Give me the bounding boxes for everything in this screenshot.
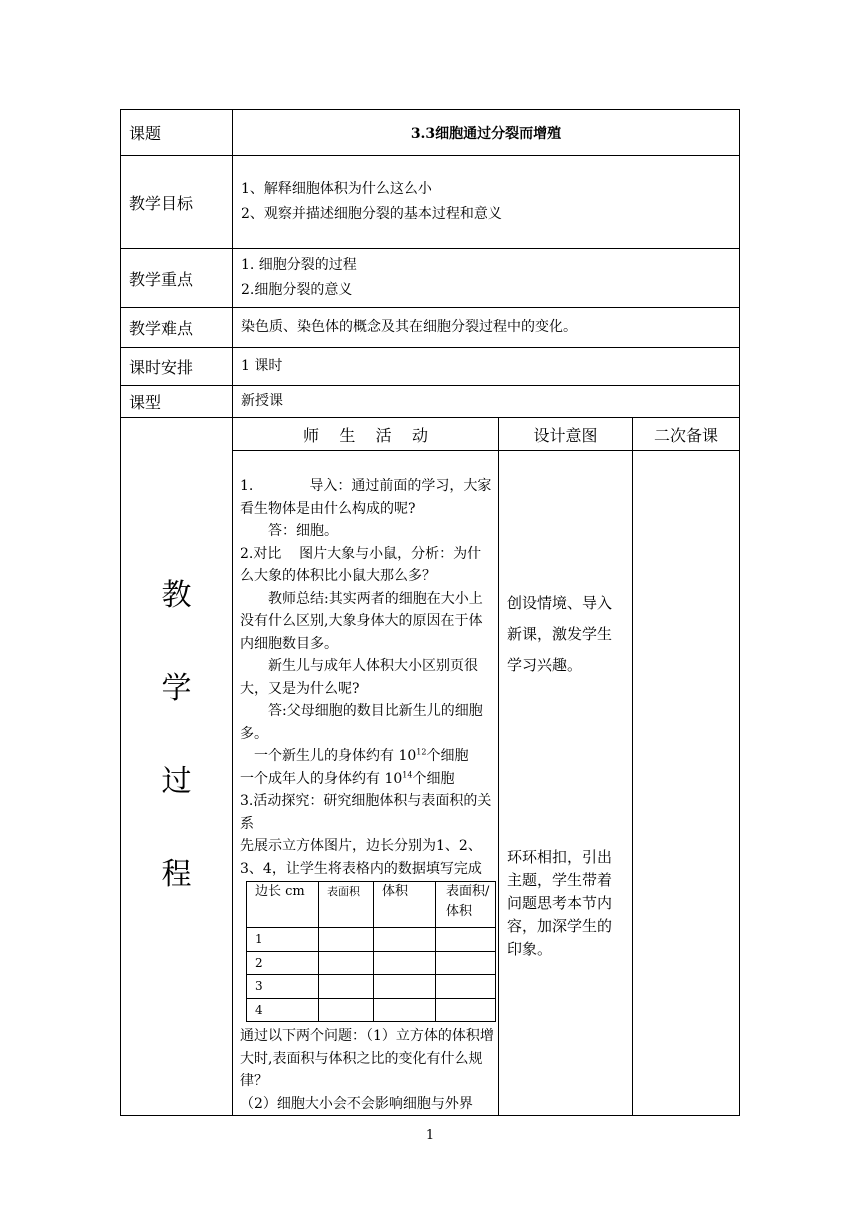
lesson-plan-table bbox=[120, 109, 740, 1116]
table-row bbox=[247, 928, 496, 952]
table-cell[interactable] bbox=[319, 975, 374, 999]
table-cell[interactable] bbox=[374, 998, 436, 1022]
col-design-header: 设计意图 bbox=[499, 418, 633, 451]
side-char: 学 bbox=[161, 670, 192, 706]
table-row bbox=[247, 951, 496, 975]
col-activity-header: 师 生 活 动 bbox=[233, 418, 499, 451]
text: 一个成年人的身体约有 10 bbox=[240, 770, 403, 787]
row-title bbox=[121, 110, 740, 156]
page-number: 1 bbox=[425, 1128, 435, 1143]
paragraph: 新生儿与成年人体积大小区别页很大，又是为什么呢? bbox=[240, 658, 478, 697]
design-intent-1: 创设情境、导入新课，激发学生学习兴趣。 bbox=[507, 594, 613, 674]
row-type bbox=[121, 386, 740, 418]
objective-item: 2、观察并描述细胞分裂的基本过程和意义 bbox=[241, 206, 502, 222]
paragraph: 通过以下两个问题：（1）立方体的体积增大时,表面积与体积之比的变化有什么规律？ bbox=[240, 1028, 494, 1089]
keypoint-item: 1. 细胞分裂的过程 bbox=[241, 257, 357, 273]
activity-content bbox=[233, 451, 499, 1116]
table-cell[interactable] bbox=[374, 951, 436, 975]
paragraph: 3.活动探究：研究细胞体积与表面积的关系 bbox=[240, 793, 492, 832]
table-cell: 1 bbox=[247, 928, 319, 952]
design-intent-2: 环环相扣，引出主题，学生带着问题思考本节内容，加深学生的印象。 bbox=[507, 848, 613, 958]
difficulty-label: 教学难点 bbox=[121, 308, 233, 348]
paragraph: 答：细胞。 bbox=[268, 523, 338, 539]
table-cell[interactable] bbox=[319, 998, 374, 1022]
row-keypoints bbox=[121, 249, 740, 308]
paragraph: （2）细胞大小会不会影响细胞与外界 bbox=[240, 1095, 473, 1112]
paragraph bbox=[240, 475, 494, 520]
table-header-row bbox=[247, 882, 496, 928]
exponent: 14 bbox=[402, 769, 413, 779]
objectives-label: 教学目标 bbox=[121, 156, 233, 249]
table-cell[interactable] bbox=[374, 928, 436, 952]
keypoint-item: 2.细胞分裂的意义 bbox=[241, 282, 353, 298]
row-objectives bbox=[121, 156, 740, 249]
side-char: 教 bbox=[161, 577, 192, 613]
table-row bbox=[247, 998, 496, 1022]
text: 个细胞 bbox=[426, 748, 469, 764]
table-header: 边长 cm bbox=[247, 882, 319, 928]
row-process-header bbox=[121, 418, 740, 451]
difficulty-content: 染色质、染色体的概念及其在细胞分裂过程中的变化。 bbox=[233, 308, 740, 348]
cube-data-table bbox=[246, 881, 496, 1022]
table-cell[interactable] bbox=[319, 951, 374, 975]
table-cell[interactable] bbox=[436, 928, 496, 952]
type-label: 课型 bbox=[121, 386, 233, 418]
table-header: 体积 bbox=[374, 882, 436, 928]
objectives-content bbox=[233, 156, 740, 249]
table-cell: 4 bbox=[247, 998, 319, 1022]
side-char: 过 bbox=[161, 763, 192, 799]
activity-text: 导入：通过前面的学习，大家看生物体是由什么构成的呢? bbox=[240, 478, 492, 517]
text: 一个新生儿的身体约有 10 bbox=[254, 748, 417, 764]
row-hours bbox=[121, 348, 740, 386]
type-content: 新授课 bbox=[233, 386, 740, 418]
keypoints-content bbox=[233, 249, 740, 308]
hours-content: 1 课时 bbox=[233, 348, 740, 386]
table-header: 表面积 bbox=[319, 882, 374, 928]
process-side-label bbox=[121, 418, 233, 1116]
paragraph: 答:父母细胞的数目比新生儿的细胞多。 bbox=[240, 703, 483, 742]
item-number: 1. bbox=[240, 478, 254, 494]
keypoints-label: 教学重点 bbox=[121, 249, 233, 308]
side-char: 程 bbox=[161, 856, 192, 892]
col-notes-header: 二次备课 bbox=[633, 418, 740, 451]
table-row bbox=[247, 975, 496, 999]
exponent: 12 bbox=[416, 747, 427, 757]
table-cell: 3 bbox=[247, 975, 319, 999]
paragraph: 2.对比 图片大象与小鼠，分析：为什么大象的体积比小鼠大那么多？ bbox=[240, 545, 482, 584]
design-intent-content bbox=[499, 451, 633, 1116]
paragraph: 先展示立方体图片，边长分别为1、2、3、4，让学生将表格内的数据填写完成 bbox=[240, 838, 482, 877]
table-cell: 2 bbox=[247, 951, 319, 975]
hours-label: 课时安排 bbox=[121, 348, 233, 386]
table-header: 表面积/体积 bbox=[436, 882, 496, 928]
title-label: 课题 bbox=[121, 110, 233, 156]
table-cell[interactable] bbox=[374, 975, 436, 999]
paragraph bbox=[240, 745, 494, 768]
table-cell[interactable] bbox=[436, 998, 496, 1022]
table-cell[interactable] bbox=[436, 951, 496, 975]
paragraph bbox=[240, 768, 494, 791]
text: 个细胞 bbox=[412, 770, 455, 787]
table-cell[interactable] bbox=[436, 975, 496, 999]
table-cell[interactable] bbox=[319, 928, 374, 952]
objective-item: 1、解释细胞体积为什么这么小 bbox=[241, 181, 432, 197]
row-difficulty bbox=[121, 308, 740, 348]
paragraph: 教师总结:其实两者的细胞在大小上没有什么区别,大象身体大的原因在于体内细胞数目多。 bbox=[240, 590, 483, 652]
secondary-notes-content[interactable] bbox=[633, 451, 740, 1116]
lesson-title: 3.3细胞通过分裂而增殖 bbox=[233, 110, 740, 156]
